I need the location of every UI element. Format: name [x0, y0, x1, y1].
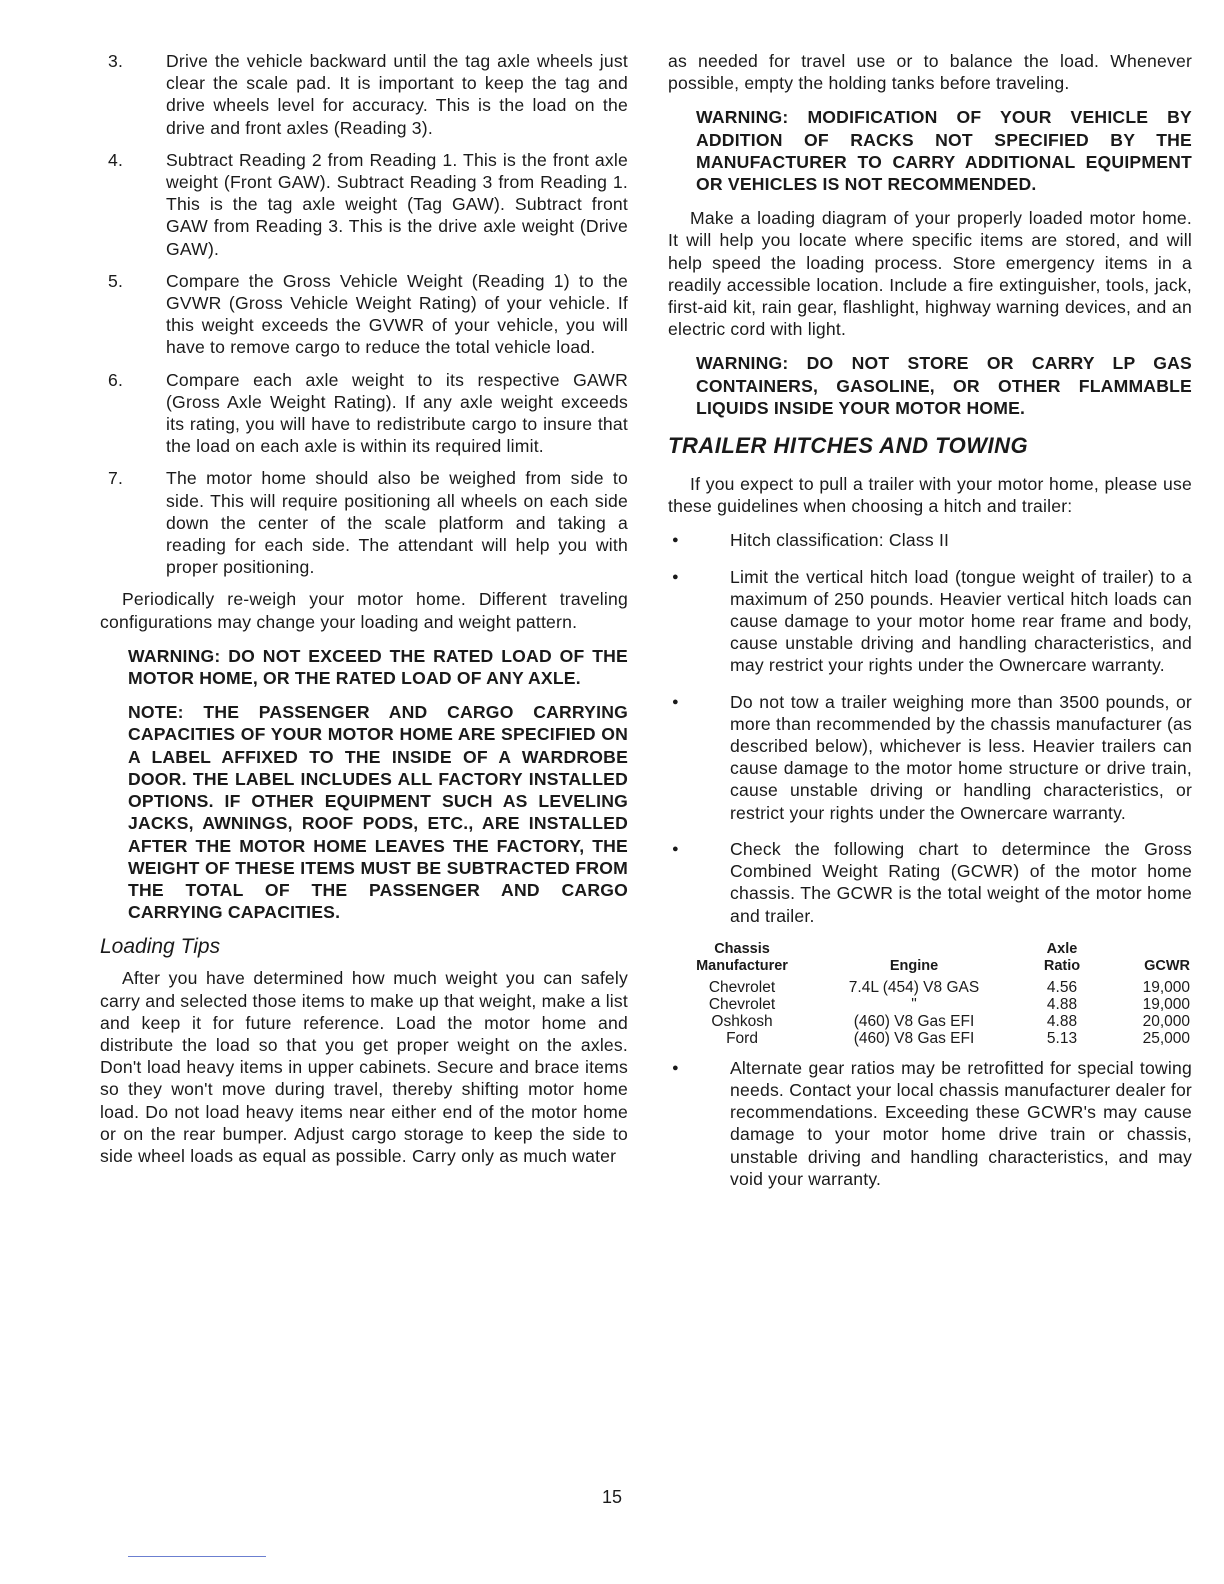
- cell-ratio: 4.88: [1046, 995, 1078, 1013]
- bullet-text: Do not tow a trailer weighing more than 3500 pounds, or more than recommended by the chassis manufacturer (as described below), whichever is less. Heavier trailers can cause damage to the motor home structure or drive train, cause unstable driving or handling characteristics, or restrict your rights under the Ownercare warranty.: [730, 691, 1192, 823]
- warning-racks: WARNING: MODIFICATION OF YOUR VEHICLE BY ADDITION OF RACKS NOT SPECIFIED BY THE MANUFACTURER TO CARRY ADDITIONAL EQUIPMENT OR VEHICLES IS NOT RECOMMENDED.: [696, 107, 1192, 195]
- cell-ratio: 4.88: [1046, 1012, 1078, 1030]
- cell-gcwr: 19,000: [1142, 995, 1190, 1013]
- cell-gcwr: 25,000: [1142, 1029, 1190, 1047]
- reweigh-paragraph: Periodically re-weigh your motor home. Different traveling configurations may change your loading and weight pattern.: [100, 589, 628, 632]
- header-axle-ratio: Axle Ratio: [1043, 940, 1081, 974]
- right-column: [668, 50, 1192, 1204]
- bullet-text: Hitch classification: Class II: [730, 530, 950, 551]
- bullet-icon: ●: [672, 570, 679, 583]
- continued-paragraph: as needed for travel use or to balance the load. Whenever possible, empty the holding tanks before traveling.: [668, 51, 1192, 94]
- cell-ratio: 5.13: [1046, 1029, 1078, 1047]
- cell-gcwr: 20,000: [1142, 1012, 1190, 1030]
- header-engine: Engine: [889, 957, 939, 974]
- left-column: [100, 50, 628, 1179]
- page-number: 15: [601, 1487, 623, 1507]
- table-row: [674, 1030, 1194, 1047]
- step-4: [100, 149, 628, 260]
- step-5: [100, 270, 628, 359]
- step-number: 5.: [108, 270, 124, 291]
- bullet-trailer-weight: [668, 691, 1192, 824]
- cell-ratio: 4.56: [1046, 978, 1078, 996]
- bullet-icon: ●: [672, 1061, 679, 1074]
- bullet-alternate-ratios: [668, 1057, 1192, 1190]
- cell-gcwr: 19,000: [1142, 978, 1190, 996]
- step-text: Compare the Gross Vehicle Weight (Reading 1) to the GVWR (Gross Vehicle Weight Rating) of your vehicle. If this weight exceeds the GVWR of your vehicle, you will have to remove cargo to reduce the total vehicle load.: [166, 270, 628, 358]
- bullet-text: Check the following chart to determince the Gross Combined Weight Rating (GCWR) of the motor home chassis. The GCWR is the total weight of the motor home and trailer.: [730, 838, 1192, 926]
- cell-engine: 7.4L (454) V8 GAS: [848, 978, 980, 996]
- bullet-icon: ●: [672, 695, 679, 708]
- cell-manufacturer: Oshkosh: [711, 1012, 773, 1030]
- bullet-icon: ●: [672, 534, 679, 547]
- footer-divider: [128, 1556, 266, 1557]
- bullet-hitch-class: [668, 529, 1192, 551]
- bullet-tongue-weight: [668, 566, 1192, 677]
- bullet-gcwr-chart: [668, 838, 1192, 927]
- trailer-section-heading: TRAILER HITCHES AND TOWING: [668, 433, 1029, 459]
- loading-tips-heading: Loading Tips: [100, 935, 221, 959]
- trailer-intro-paragraph: If you expect to pull a trailer with your motor home, please use these guidelines when choosing a hitch and trailer:: [668, 474, 1192, 517]
- step-text: Subtract Reading 2 from Reading 1. This is the front axle weight (Front GAW). Subtract Reading 3 from Reading 1. This is the tag axle weight (Tag GAW). Subtract front GAW from Reading 3. This is the drive axle weight (Drive GAW).: [166, 149, 628, 259]
- bullet-icon: ●: [672, 842, 679, 855]
- step-number: 7.: [108, 468, 124, 489]
- step-number: 4.: [108, 149, 124, 170]
- warning-lp-gas: WARNING: DO NOT STORE OR CARRY LP GAS CONTAINERS, GASOLINE, OR OTHER FLAMMABLE LIQUIDS INSIDE YOUR MOTOR HOME.: [696, 353, 1192, 418]
- loading-diagram-paragraph: Make a loading diagram of your properly loaded motor home. It will help you locate where specific items are stored, and will help speed the loading process. Store emergency items in a readily accessible location. Include a fire extinguisher, tools, jack, first-aid kit, rain gear, flashlight, highway warning devices, and an electric cord with light.: [668, 208, 1192, 340]
- step-7: [100, 467, 628, 578]
- table-row: [674, 996, 1194, 1013]
- step-number: 3.: [108, 51, 124, 71]
- cell-engine: (460) V8 Gas EFI: [853, 1029, 975, 1047]
- loading-tips-paragraph: After you have determined how much weight you can safely carry and selected those items to make up that weight, make a list and keep it for future reference. Load the motor home and distribute the load so that you get proper weight on the axles. Don't load heavy items in upper cabinets. Secure and brace items so they won't move during travel, thereby shifting motor home load. Do not load heavy items near either end of the motor home or on the rear bumper. Adjust cargo storage to keep the side to side wheel loads as equal as possible. Carry only as much water: [100, 968, 628, 1166]
- gcwr-table: [674, 941, 1194, 1047]
- bullet-text: Limit the vertical hitch load (tongue weight of trailer) to a maximum of 250 pounds. Heavier vertical hitch loads can cause damage to your motor home rear frame and body, cause unstable driving and handling characteristics, and may restrict your rights under the Ownercare warranty.: [730, 566, 1192, 676]
- warning-rated-load: WARNING: DO NOT EXCEED THE RATED LOAD OF THE MOTOR HOME, OR THE RATED LOAD OF ANY AXLE.: [128, 645, 628, 689]
- table-row: [674, 1013, 1194, 1030]
- cell-manufacturer: Chevrolet: [708, 995, 776, 1013]
- table-row: [674, 979, 1194, 996]
- note-capacities: NOTE: THE PASSENGER AND CARGO CARRYING CAPACITIES OF YOUR MOTOR HOME ARE SPECIFIED ON A LABEL AFFIXED TO THE INSIDE OF A WARDROBE DOOR. THE LABEL INCLUDES ALL FACTORY INSTALLED OPTIONS. IF OTHER EQUIPMENT SUCH AS LEVELING JACKS, AWNINGS, ROOF PODS, ETC., ARE INSTALLED AFTER THE MOTOR HOME LEAVES THE FACTORY, THE WEIGHT OF THESE ITEMS MUST BE SUBTRACTED FROM THE TOTAL OF THE PASSENGER AND CARGO CARRYING CAPACITIES.: [128, 702, 628, 923]
- table-header-row: [674, 941, 1194, 979]
- cell-manufacturer: Chevrolet: [708, 978, 776, 996]
- bullet-text: Alternate gear ratios may be retrofitted for special towing needs. Contact your local chassis manufacturer dealer for recommendations. Exceeding these GCWR's may cause damage to your motor home drive train or chassis, unstable driving and handling characteristics, and may void your warranty.: [730, 1057, 1192, 1189]
- step-3: [100, 50, 628, 139]
- step-6: [100, 369, 628, 458]
- header-gcwr: GCWR: [1144, 957, 1190, 974]
- cell-engine: ": [911, 995, 917, 1013]
- step-number: 6.: [108, 369, 124, 390]
- cell-engine: (460) V8 Gas EFI: [853, 1012, 975, 1030]
- step-text: Compare each axle weight to its respective GAWR (Gross Axle Weight Rating). If any axle weight exceeds its rating, you will have to redistribute cargo to insure that the load on each axle is within its required limit.: [166, 369, 628, 457]
- cell-manufacturer: Ford: [726, 1029, 758, 1047]
- header-chassis-manufacturer: Chassis Manufacturer: [696, 940, 788, 974]
- step-text: Drive the vehicle backward until the tag axle wheels just clear the scale pad. It is important to keep the tag and drive wheels level for accuracy. This is the load on the drive and front axles (Reading 3).: [166, 51, 628, 138]
- step-text: The motor home should also be weighed from side to side. This will require positioning all wheels on each side down the center of the scale platform and taking a reading for each side. The attendant will help you with proper positioning.: [166, 468, 628, 578]
